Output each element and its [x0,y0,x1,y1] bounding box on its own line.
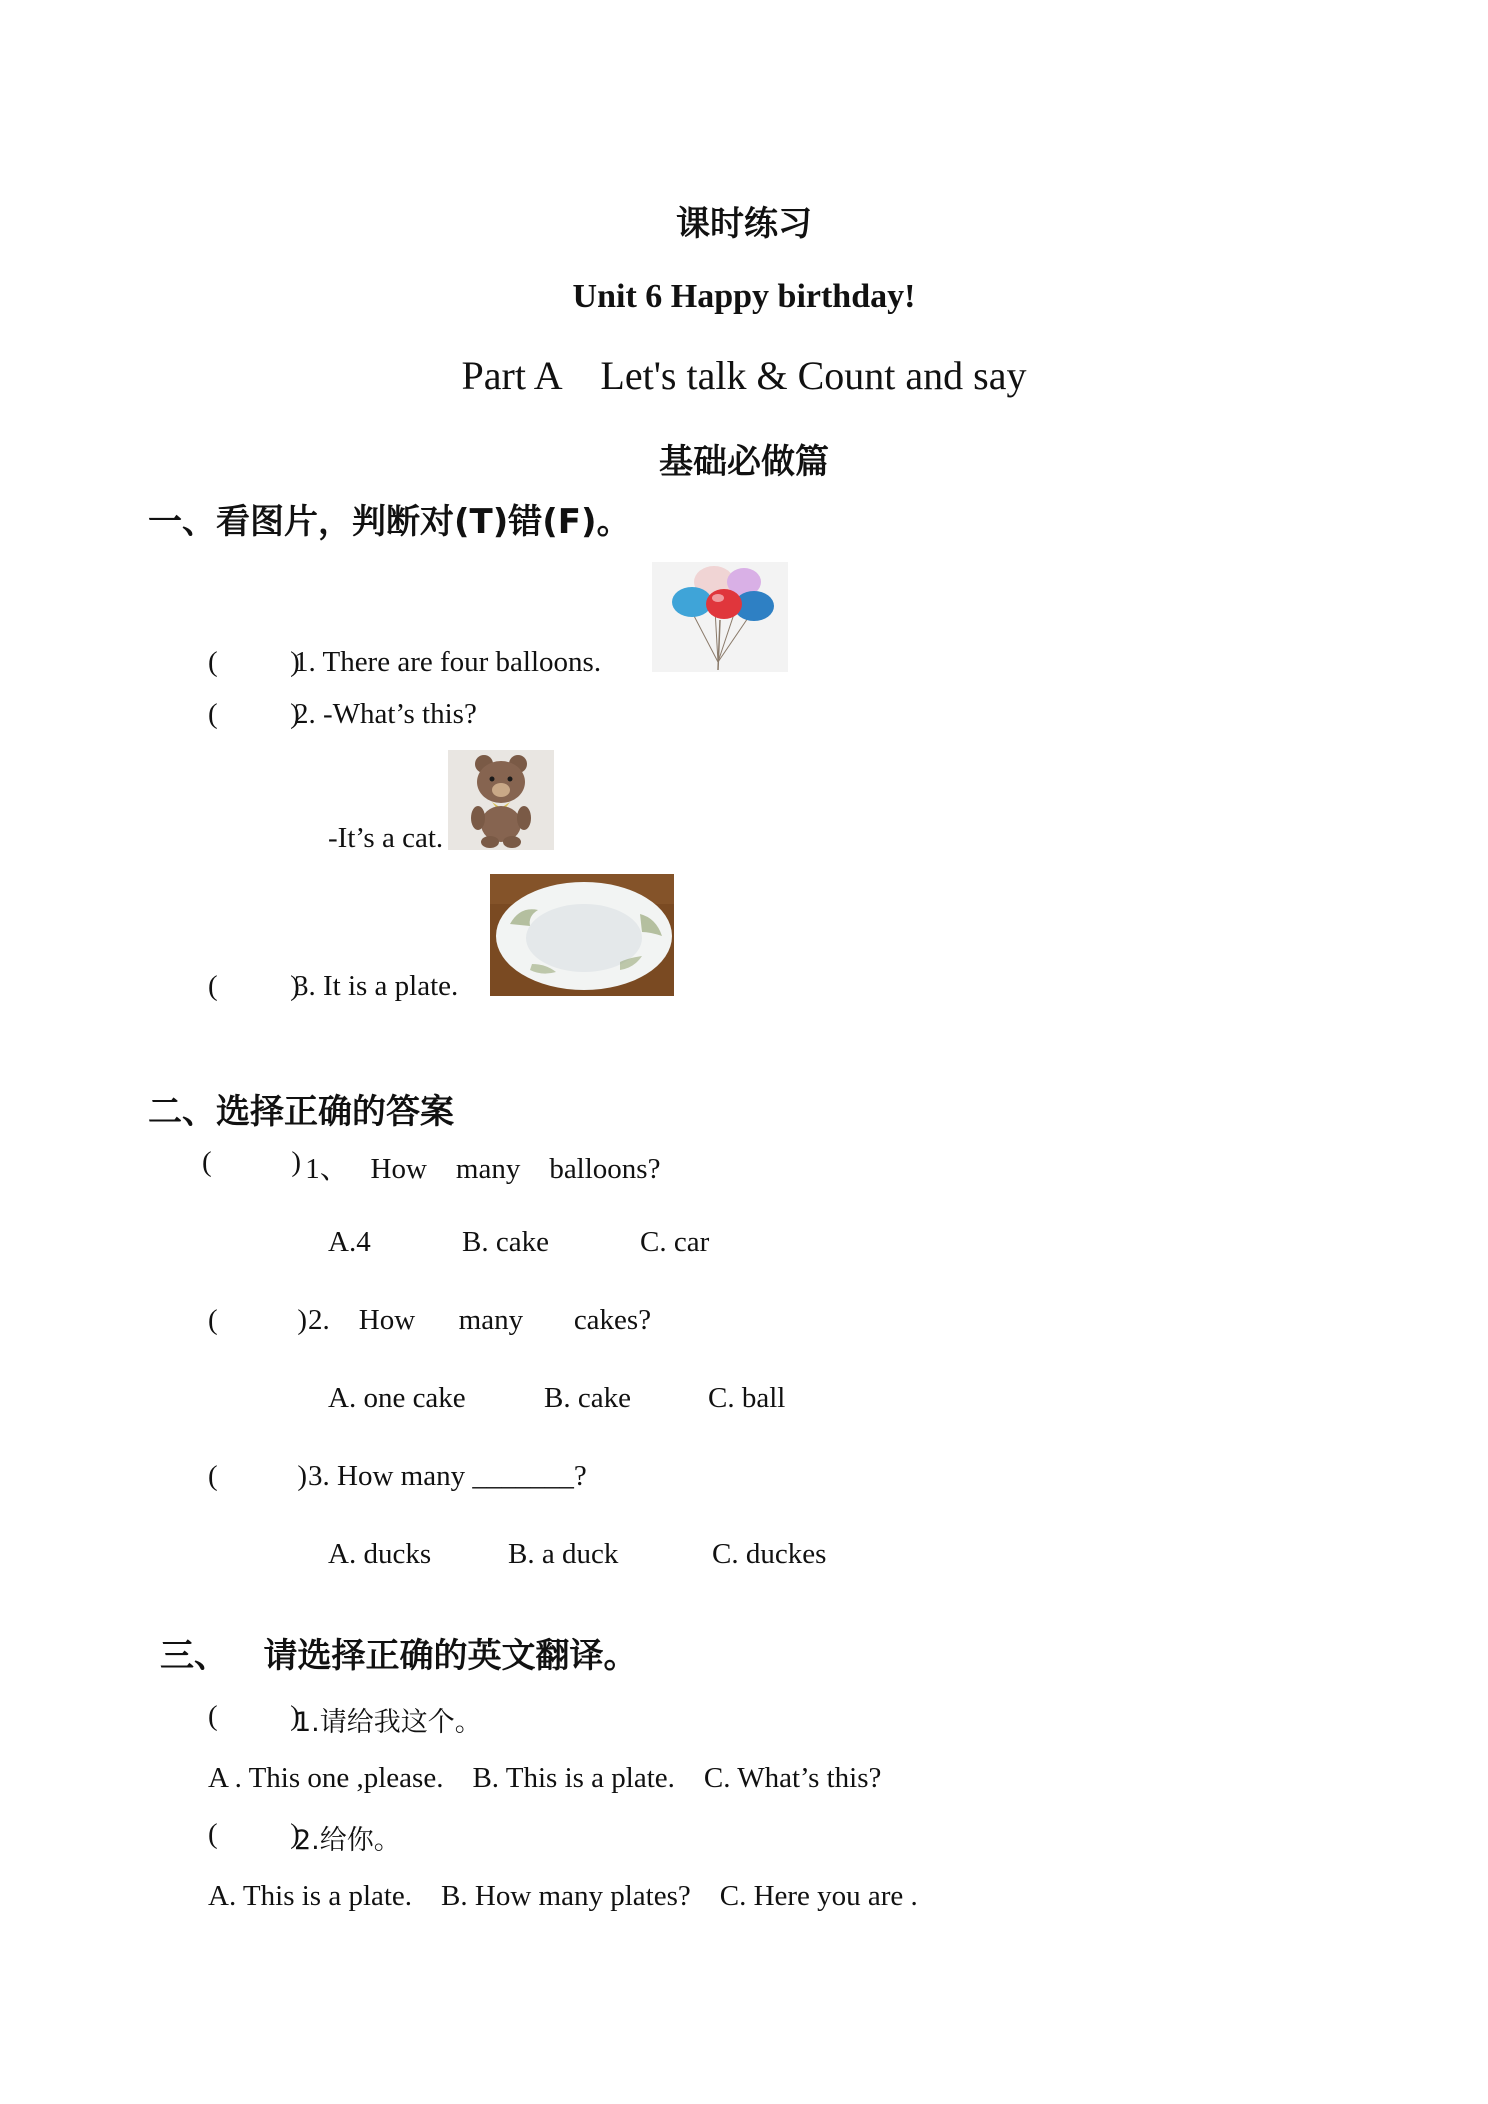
options-3-2: A. This is a plate. B. How many plates? C. Here you are . [208,1880,918,1912]
answer-blank-1-2[interactable]: ( ) [208,698,300,730]
part-title: Part A Let's talk & Count and say [461,353,1027,398]
balloons-picture [652,562,788,672]
option-2-3-c: C. duckes [712,1538,827,1570]
option-2-1-a: A.4 [328,1226,371,1258]
option-2-3-b: B. a duck [508,1538,619,1570]
question-2-2: 2. How many cakes? [308,1304,652,1336]
question-1-1: 1. There are four balloons. [294,646,602,678]
section-2-heading: 二、选择正确的答案 [148,1092,454,1132]
section-3-heading: 三、 请选择正确的英文翻译。 [160,1636,638,1676]
option-2-1-b: B. cake [462,1226,549,1258]
option-2-2-b: B. cake [544,1382,631,1414]
question-3-1: 1.请给我这个。 [294,1707,482,1738]
question-1-2: 2. -What’s this? [294,698,477,730]
option-2-1-c: C. car [640,1226,710,1258]
unit-title: Unit 6 Happy birthday! [572,278,916,315]
answer-blank-3-2[interactable]: ( ) [208,1818,300,1850]
answer-blank-2-1[interactable]: ( ) [202,1146,302,1178]
options-3-1: A . This one ,please. B. This is a plate. C. What’s this? [208,1762,882,1794]
question-2-1: 1、 How many balloons? [298,1153,661,1185]
section-1-heading: 一、看图片，判断对(T)错(F)。 [148,502,631,542]
answer-blank-1-1[interactable]: ( ) [208,646,300,678]
option-2-2-a: A. one cake [328,1382,466,1414]
answer-blank-3-1[interactable]: ( ) [208,1700,300,1732]
teddy-bear-picture [448,750,554,850]
answer-blank-1-3[interactable]: ( ) [208,970,300,1002]
plate-picture [490,874,674,996]
question-1-2-answer: -It’s a cat. [328,822,444,854]
worksheet-title: 课时练习 [676,204,812,244]
question-1-3: 3. It is a plate. [294,970,459,1002]
answer-blank-2-2[interactable]: ( ) [208,1304,308,1336]
level-title: 基础必做篇 [659,442,829,482]
option-2-2-c: C. ball [708,1382,786,1414]
question-3-2: 2.给你。 [294,1825,401,1856]
option-2-3-a: A. ducks [328,1538,432,1570]
question-2-3: 3. How many _______? [308,1460,587,1492]
answer-blank-2-3[interactable]: ( ) [208,1460,308,1492]
